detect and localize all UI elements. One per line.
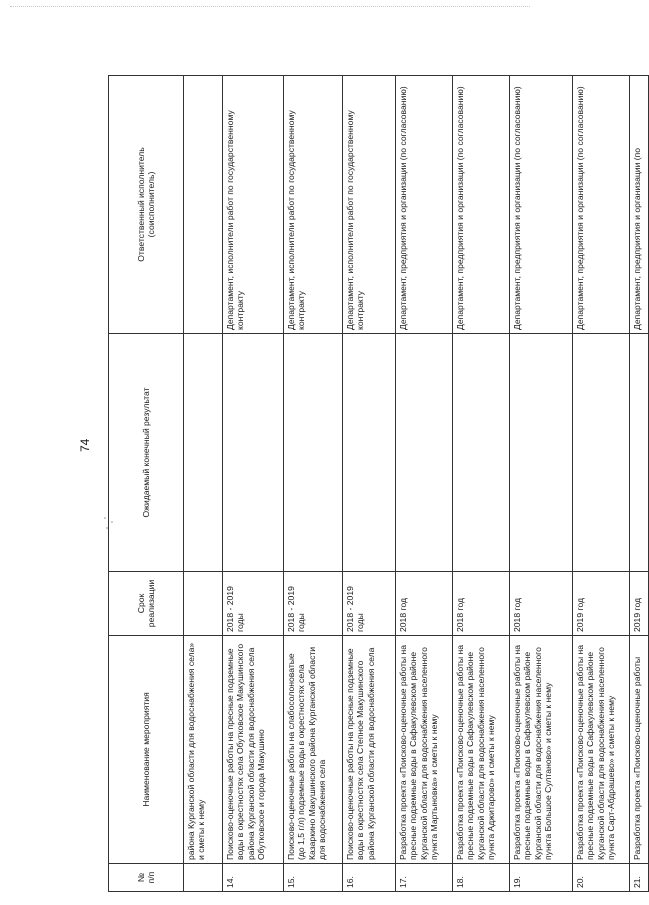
cell-number: 19. (510, 864, 573, 892)
cell-measure-name: района Курганской области для водоснабжения села» и сметы к нему (184, 636, 223, 864)
cell-measure-name: Разработка проекта «Поисково-оценочные работы на пресные подземные воды в Сафакулевском районе Курганской области для водоснабжения населенного пункта Большое Султаново» и сметы к нему (510, 636, 573, 864)
cell-executor: Департамент, предприятия и организации (по согласованию) (573, 76, 630, 334)
cell-term: 2019 год (573, 572, 630, 636)
cell-expected-result (284, 334, 343, 572)
cell-executor: Департамент, предприятия и организации (по (630, 76, 649, 334)
cell-number: 15. (284, 864, 343, 892)
header-measure-name: Наименование мероприятия (109, 636, 184, 864)
cell-measure-name: Разработка проекта «Поисково-оценочные работы на пресные подземные воды в Сафакулевском районе Курганской области для водоснабжения населенного пункта Мартыновка» и сметы к нему (396, 636, 453, 864)
cell-term: 2018 год (453, 572, 510, 636)
cell-term: 2018 год (396, 572, 453, 636)
cell-measure-name: Поисково-оценочные работы на пресные подземные воды в окрестностях села Обутковское Макушинского района Курганской области для водоснабжения села Обутковское и города Макушино (223, 636, 284, 864)
cell-number: 14. (223, 864, 284, 892)
header-expected-result: Ожидаемый конечный результат (109, 334, 184, 572)
table-row (453, 76, 510, 892)
cell-expected-result (396, 334, 453, 572)
cell-term: 2018 - 2019 годы (343, 572, 396, 636)
cell-expected-result (184, 334, 223, 572)
cell-term: 2018 - 2019 годы (223, 572, 284, 636)
rotated-table-container (108, 76, 642, 892)
cell-executor: Департамент, исполнители работ по государственному контракту (284, 76, 343, 334)
cell-term: 2018 - 2019 годы (284, 572, 343, 636)
cell-executor: Департамент, предприятия и организации (по согласованию) (510, 76, 573, 334)
cell-expected-result (343, 334, 396, 572)
header-number: № п/п (109, 864, 184, 892)
table-row (630, 76, 649, 892)
table-row (510, 76, 573, 892)
header-executor: Ответственный исполнитель (соисполнитель) (109, 76, 184, 334)
cell-executor: Департамент, исполнители работ по государственному контракту (223, 76, 284, 334)
cell-expected-result (223, 334, 284, 572)
cell-expected-result (510, 334, 573, 572)
cell-measure-name: Поисково-оценочные работы на слабосолоноватые (до 1,5 г/л) подземные воды в окрестностях села Казаркино Макушинского района Курганской области для водоснабжения села (284, 636, 343, 864)
cell-executor (184, 76, 223, 334)
cell-number: 18. (453, 864, 510, 892)
cell-executor: Департамент, исполнители работ по государственному контракту (343, 76, 396, 334)
cell-measure-name: Разработка проекта «Поисково-оценочные работы (630, 636, 649, 864)
cell-executor: Департамент, предприятия и организации (по согласованию) (453, 76, 510, 334)
table-header-row (109, 76, 184, 892)
cell-executor: Департамент, предприятия и организации (по согласованию) (396, 76, 453, 334)
table-row (573, 76, 630, 892)
cell-number: 17. (396, 864, 453, 892)
table-row (284, 76, 343, 892)
cell-expected-result (573, 334, 630, 572)
page-number: 74 (78, 438, 92, 452)
cell-measure-name: Разработка проекта «Поисково-оценочные работы на пресные подземные воды в Сафакулевском районе Курганской области для водоснабжения населенного пункта Аджитарово» и сметы к нему (453, 636, 510, 864)
cell-number: 20. (573, 864, 630, 892)
cell-measure-name: Поисково-оценочные работы на пресные подземные воды в окрестностях села Степное Макушинского района Курганской области для водоснабжения села (343, 636, 396, 864)
cell-expected-result (630, 334, 649, 572)
header-term: Срок реализации (109, 572, 184, 636)
cell-number: 21. (630, 864, 649, 892)
table-row (223, 76, 284, 892)
cell-term: 2018 год (510, 572, 573, 636)
cell-number (184, 864, 223, 892)
scan-top-edge (10, 6, 530, 7)
cell-expected-result (453, 334, 510, 572)
cell-number: 16. (343, 864, 396, 892)
cell-measure-name: Разработка проекта «Поисково-оценочные работы на пресные подземные воды в Сафакулевском районе Курганской области для водоснабжения населенного пункта Сарт-Абдрашево» и сметы к нему (573, 636, 630, 864)
cell-term (184, 572, 223, 636)
table-row (184, 76, 223, 892)
measures-table (108, 75, 649, 892)
table-row (343, 76, 396, 892)
cell-term: 2019 год (630, 572, 649, 636)
table-row (396, 76, 453, 892)
